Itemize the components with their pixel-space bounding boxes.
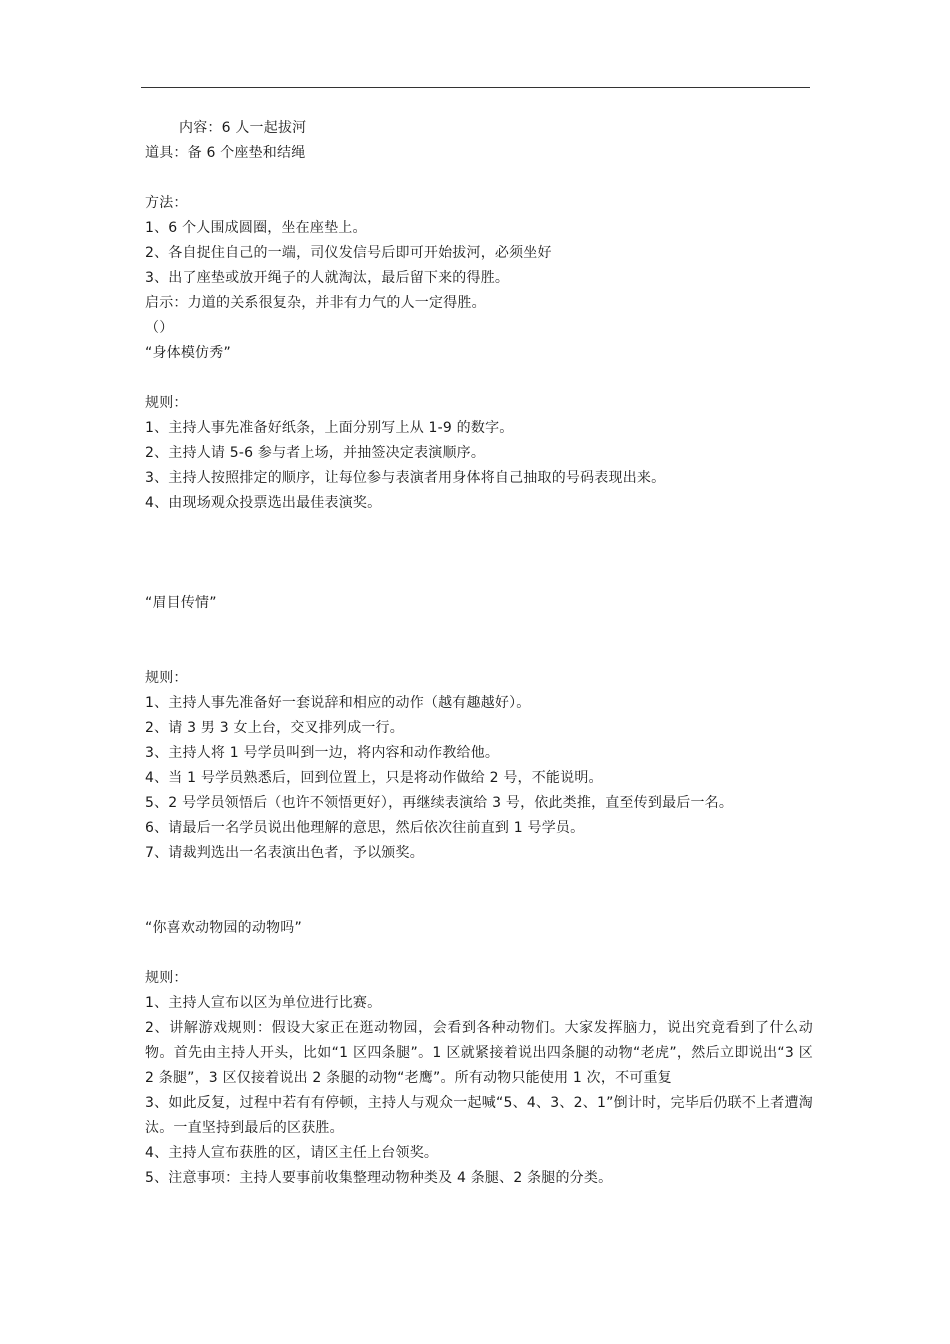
rule-item: 6、请最后一名学员说出他理解的意思，然后依次往前直到 1 号学员。 [145, 820, 585, 836]
rule-item: 1、主持人事先准备好纸条，上面分别写上从 1-9 的数字。 [145, 420, 514, 436]
rule-item: 1、主持人事先准备好一套说辞和相应的动作（越有趣越好）。 [145, 695, 531, 711]
rules-heading: 规则： [145, 670, 188, 686]
section-title-zoo-game: “你喜欢动物园的动物吗” [145, 920, 302, 936]
rule-item: 2、请 3 男 3 女上台，交叉排列成一行。 [145, 720, 404, 736]
intro-props: 道具：备 6 个座垫和结绳 [145, 145, 306, 161]
header-rule [141, 87, 810, 88]
rule-item: 7、请裁判选出一名表演出色者，予以颁奖。 [145, 845, 424, 861]
insight-text: 启示：力道的关系很复杂，并非有力气的人一定得胜。 [145, 295, 486, 311]
rule-item: 4、当 1 号学员熟悉后，回到位置上，只是将动作做给 2 号，不能说明。 [145, 770, 603, 786]
method-step: 1、6 个人围成圆圈，坐在座垫上。 [145, 220, 367, 236]
rule-item: 3、如此反复，过程中若有有停顿，主持人与观众一起喊“5、4、3、2、1”倒计时，完毕后仍联不上者遭淘汰。一直坚持到最后的区获胜。 [145, 1095, 813, 1136]
rules-heading: 规则： [145, 395, 188, 411]
method-step: 3、出了座垫或放开绳子的人就淘汰，最后留下来的得胜。 [145, 270, 510, 286]
rule-item: 5、注意事项：主持人要事前收集整理动物种类及 4 条腿、2 条腿的分类。 [145, 1170, 613, 1186]
rule-item: 3、主持人按照排定的顺序，让每位参与表演者用身体将自己抽取的号码表现出来。 [145, 470, 666, 486]
rule-item: 4、由现场观众投票选出最佳表演奖。 [145, 495, 382, 511]
rule-item: 1、主持人宣布以区为单位进行比赛。 [145, 995, 382, 1011]
rule-item: 5、2 号学员领悟后（也许不领悟更好），再继续表演给 3 号，依此类推，直至传到最后一名。 [145, 795, 734, 811]
rule-item: 4、主持人宣布获胜的区，请区主任上台领奖。 [145, 1145, 439, 1161]
section-title-body-imitation: “身体模仿秀” [145, 345, 231, 361]
document-body [145, 116, 813, 1191]
rule-item: 2、讲解游戏规则：假设大家正在逛动物园，会看到各种动物们。大家发挥脑力，说出究竟看到了什么动物。首先由主持人开头，比如“1 区四条腿”。1 区就紧接着说出四条腿的动物“老虎”，然后立即说出“3 区 2 条腿”，3 区仅接着说出 2 条腿的动物“老鹰”。所有动物只能使用 1 次，不可重复 [145, 1020, 813, 1086]
method-heading: 方法： [145, 195, 188, 211]
empty-parens: （） [145, 320, 174, 336]
intro-content: 内容：6 人一起拔河 [179, 120, 307, 136]
rule-item: 3、主持人将 1 号学员叫到一边，将内容和动作教给他。 [145, 745, 500, 761]
method-step: 2、各自捉住自己的一端，司仪发信号后即可开始拔河，必须坐好 [145, 245, 552, 261]
section-title-eye-contact: “眉目传情” [145, 595, 217, 611]
rules-heading: 规则： [145, 970, 188, 986]
rule-item: 2、主持人请 5-6 参与者上场，并抽签决定表演顺序。 [145, 445, 486, 461]
